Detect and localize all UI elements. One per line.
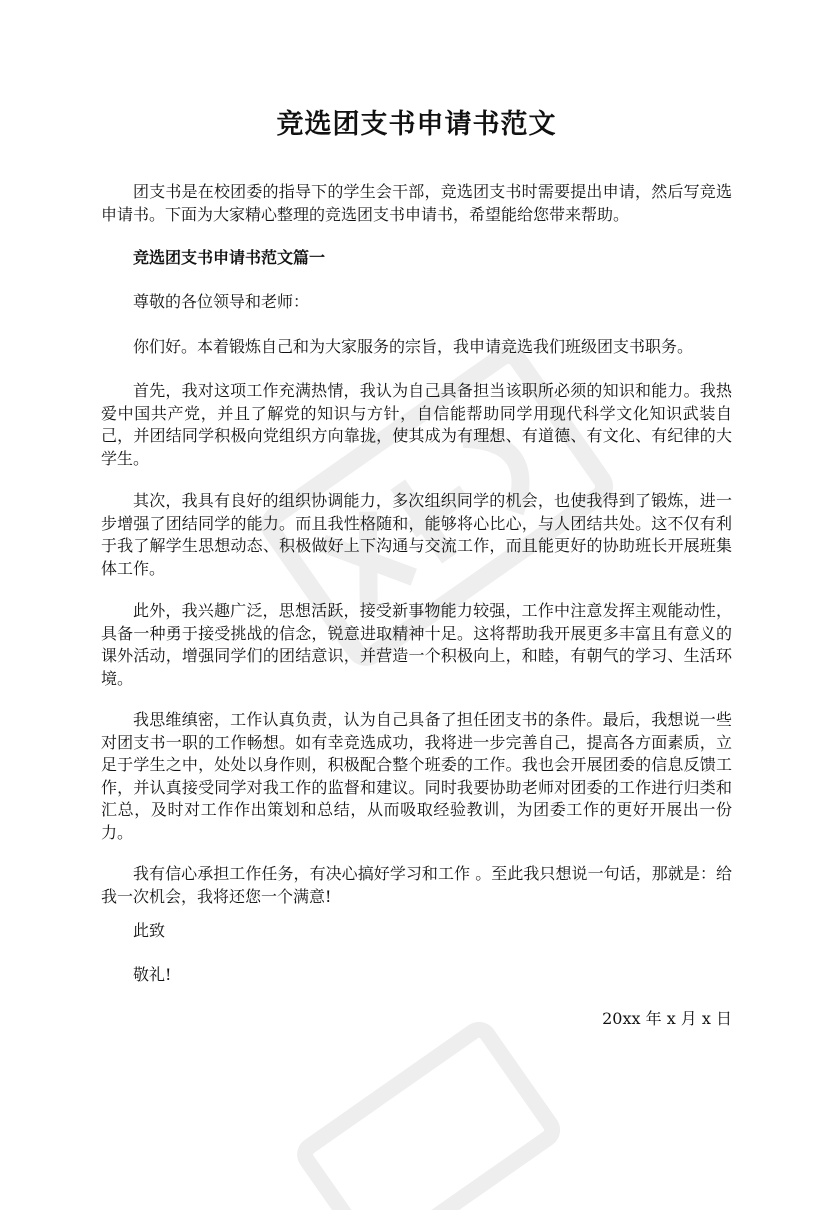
paragraph-4: 我思维缜密，工作认真负责，认为自己具备了担任团支书的条件。最后，我想说一些对团支书一职的工作畅想。如有幸竞选成功，我将进一步完善自己，提高各方面素质，立足于学生之中，处处以身作则，积极配合整个班委的工作。我也会开展团委的信息反馈工作，并认真接受同学对我工作的监督和建议。同时我要协助老师对团委的工作进行归类和汇总，及时对工作作出策划和总结，从而吸取经验教训，为团委工作的更好开展出一份力。 [101,710,732,842]
document-date: 20xx 年 x 月 x 日 [602,1009,732,1028]
intro-paragraph: 团支书是在校团委的指导下的学生会干部，竞选团支书时需要提出申请，然后写竞选申请书。下面为大家精心整理的竞选团支书申请书，希望能给您带来帮助。 [101,182,732,224]
document-title: 竞选团支书申请书范文 [276,109,557,140]
closing-line-1: 此致 [133,921,166,940]
paragraph-1: 首先，我对这项工作充满热情，我认为自己具备担当该职所必须的知识和能力。我热爱中国共产党，并且了解党的知识与方针，自信能帮助同学用现代科学文化知识武装自己，并团结同学积极向党组织方向靠拢，使其成为有理想、有道德、有文化、有纪律的大学生。 [101,381,732,468]
watermark-logo-bottom [270,1010,570,1210]
greeting-paragraph: 你们好。本着锻炼自己和为大家服务的宗旨，我申请竞选我们班级团支书职务。 [133,337,694,356]
section-heading: 竞选团支书申请书范文篇一 [133,248,326,267]
salutation: 尊敬的各位领导和老师： [133,292,310,311]
paragraph-5: 我有信心承担工作任务，有决心搞好学习和工作 。至此我只想说一句话，那就是：给我一次机会，我将还您一个满意! [101,864,732,906]
closing-line-2: 敬礼! [133,965,172,984]
paragraph-2: 其次，我具有良好的组织协调能力，多次组织同学的机会，也使我得到了锻炼，进一步增强了团结同学的能力。而且我性格随和，能够将心比心，与人团结共处。这不仅有利于我了解学生思想动态、积极做好上下沟通与交流工作，而且能更好的协助班长开展班集体工作。 [101,491,732,578]
paragraph-3: 此外，我兴趣广泛，思想活跃，接受新事物能力较强，工作中注意发挥主观能动性，具备一种勇于接受挑战的信念，锐意进取精神十足。这将帮助我开展更多丰富且有意义的课外活动，增强同学们的团结意识，并营造一个积极向上，和睦，有朝气的学习、生活环境。 [101,601,732,688]
